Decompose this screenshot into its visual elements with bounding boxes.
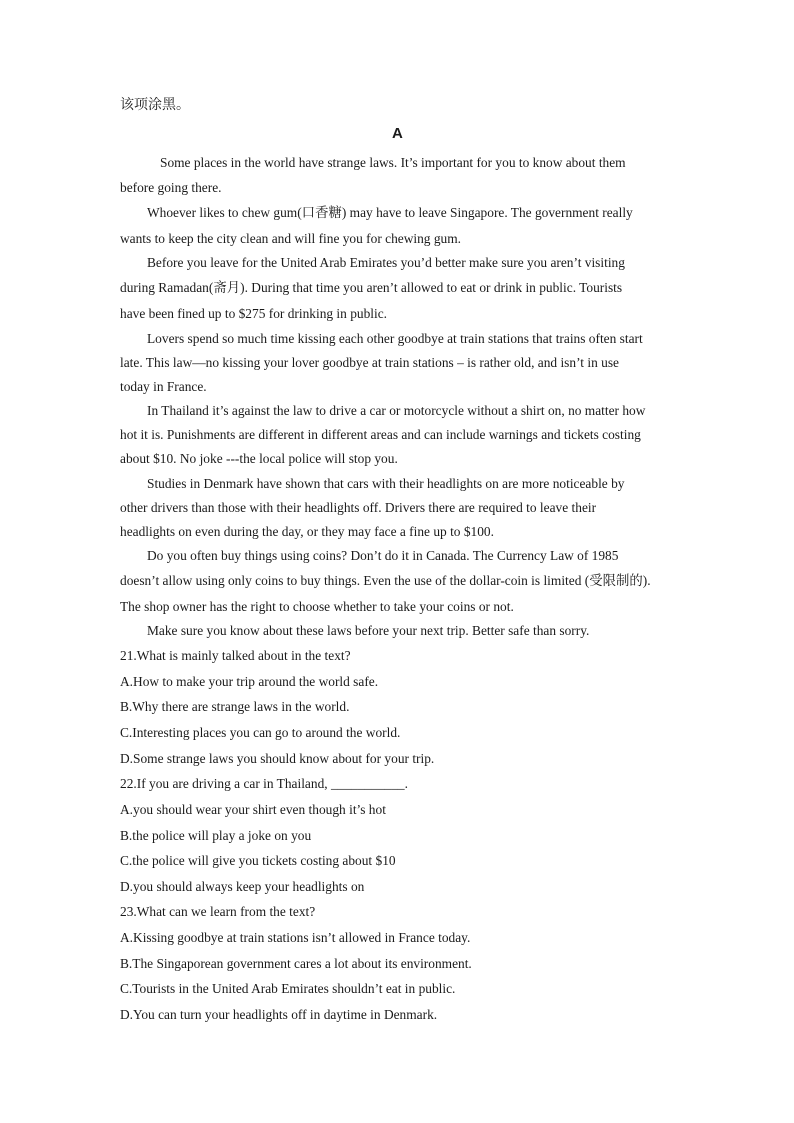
section-title: A bbox=[392, 125, 403, 142]
passage-line: doesn’t allow using only coins to buy things. Even the use of the dollar-coin is limited (受限制的). bbox=[120, 573, 651, 588]
passage-line: Do you often buy things using coins? Don’t do it in Canada. The Currency Law of 1985 bbox=[147, 548, 619, 563]
question-stem: 22.If you are driving a car in Thailand, ___________. bbox=[120, 776, 408, 791]
answer-option[interactable]: A.How to make your trip around the world safe. bbox=[120, 674, 379, 689]
answer-option[interactable]: C.the police will give you tickets costing about $10 bbox=[120, 853, 396, 868]
passage-line: wants to keep the city clean and will fine you for chewing gum. bbox=[120, 231, 461, 246]
answer-option[interactable]: A.Kissing goodbye at train stations isn’t allowed in France today. bbox=[120, 930, 471, 945]
passage-line: during Ramadan(斋月). During that time you aren’t allowed to eat or drink in public. Tourists bbox=[120, 280, 623, 295]
passage-line: hot it is. Punishments are different in different areas and can include warnings and tickets costing bbox=[120, 427, 641, 442]
passage-line: late. This law—no kissing your lover goodbye at train stations – is rather old, and isn’t in use bbox=[120, 355, 619, 370]
answer-option[interactable]: A.you should wear your shirt even though it’s hot bbox=[120, 802, 386, 817]
passage-line: have been fined up to $275 for drinking in public. bbox=[120, 306, 388, 321]
passage-line: In Thailand it’s against the law to drive a car or motorcycle without a shirt on, no matter how bbox=[147, 403, 646, 418]
answer-option[interactable]: C.Interesting places you can go to around the world. bbox=[120, 725, 401, 740]
passage-line: headlights on even during the day, or they may face a fine up to $100. bbox=[120, 524, 494, 539]
header-instruction: 该项涂黑。 bbox=[120, 97, 190, 113]
question-stem: 23.What can we learn from the text? bbox=[120, 904, 316, 919]
passage-line: Studies in Denmark have shown that cars with their headlights on are more noticeable by bbox=[147, 476, 625, 491]
answer-option[interactable]: D.You can turn your headlights off in daytime in Denmark. bbox=[120, 1007, 438, 1022]
answer-option[interactable]: C.Tourists in the United Arab Emirates shouldn’t eat in public. bbox=[120, 981, 456, 996]
answer-option[interactable]: D.you should always keep your headlights on bbox=[120, 879, 365, 894]
answer-option[interactable]: B.the police will play a joke on you bbox=[120, 828, 312, 843]
passage-line: The shop owner has the right to choose whether to take your coins or not. bbox=[120, 599, 514, 614]
passage-line: other drivers than those with their headlights off. Drivers there are required to leave their bbox=[120, 500, 597, 515]
passage-line: Lovers spend so much time kissing each other goodbye at train stations that trains often start bbox=[147, 331, 643, 346]
question-stem: 21.What is mainly talked about in the text? bbox=[120, 648, 351, 663]
passage-line: Some places in the world have strange laws. It’s important for you to know about them bbox=[160, 155, 626, 170]
passage-line: Make sure you know about these laws before your next trip. Better safe than sorry. bbox=[147, 623, 590, 638]
passage-line: Whoever likes to chew gum(口香糖) may have to leave Singapore. The government really bbox=[147, 205, 633, 220]
answer-option[interactable]: D.Some strange laws you should know about for your trip. bbox=[120, 751, 435, 766]
answer-option[interactable]: B.The Singaporean government cares a lot about its environment. bbox=[120, 956, 472, 971]
passage-line: before going there. bbox=[120, 180, 222, 195]
passage-line: today in France. bbox=[120, 379, 207, 394]
answer-option[interactable]: B.Why there are strange laws in the world. bbox=[120, 699, 350, 714]
passage-line: about $10. No joke ---the local police will stop you. bbox=[120, 451, 398, 466]
passage-line: Before you leave for the United Arab Emirates you’d better make sure you aren’t visiting bbox=[147, 255, 625, 270]
